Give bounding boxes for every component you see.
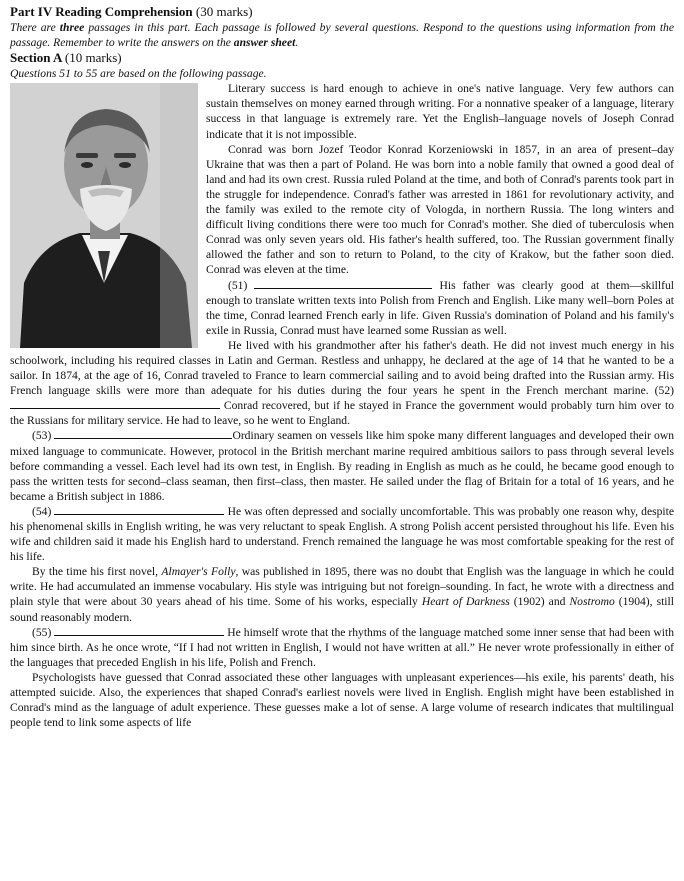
questions-note: Questions 51 to 55 are based on the following passage. — [10, 67, 267, 81]
part-title: Part IV Reading Comprehension — [10, 4, 193, 19]
paragraph-9: Psychologists have guessed that Conrad associated these other languages with unpleasant experiences—his exile, his parents' death, his attempted suicide. Also, the experiences that shaped Conrad's earliest novels were lived in English. English might have been established in Conrad's mind as the language of adult experience. These guesses make a lot of sense. A large volume of research indicates that multilingual people tend to link some aspects of life — [10, 670, 674, 730]
instructions — [10, 20, 674, 50]
paragraph-4 — [10, 338, 674, 429]
instructions-answer-sheet: answer sheet — [233, 36, 296, 50]
answer-blank-54 — [54, 504, 224, 515]
novel-title-nostromo: Nostromo — [569, 595, 615, 609]
answer-blank-53 — [54, 428, 232, 439]
answer-blank-52 — [10, 398, 220, 409]
portrait-photo-icon — [10, 83, 198, 348]
paragraph-1: Literary success is hard enough to achieve in one's native language. Very few authors can sustain themselves on money earned through writing. For a nonnative speaker of a language, literary success in that language is extremely rare. Yet the English–language novels of Joseph Conrad indicate that it is not impossible. — [206, 82, 674, 141]
answer-blank-55 — [54, 625, 224, 636]
answer-blank-51 — [254, 278, 432, 289]
question-51-label: (51) — [228, 278, 248, 292]
paragraph-8 — [10, 625, 674, 670]
paragraph-5-text: Ordinary seamen on vessels like him spoke many different languages and developed their own mixed language to communicate. However, protocol in the British merchant marine required ambitious sailors to pass through several levels before commanding a vessel. Each level had its own test, in English. By reading in English as much as he could, he became good enough to pass the written tests for second–class seaman, then first–class, then master. He sailed under the flag of Britain for a total of 16 years, and he became a British subject in 1886. — [10, 429, 674, 503]
paragraph-7-text-c: (1902) and — [509, 595, 570, 609]
instructions-post: . — [295, 36, 299, 50]
paragraph-6 — [10, 504, 674, 564]
paragraph-4-text-b: Conrad recovered, but if he stayed in France the government would probably turn him over to the Russians for military service. He had to leave, so he went to England. — [10, 399, 674, 428]
paragraph-7-text-b: , was published in 1895, there was no doubt that English was the language in which he could write. He had accumulated an immense vocabulary. His style was intriguing but not foreign–sounding. In fact, he wrote with a directness and plain style that were about 30 years ahead of his time. Some of his works, especially — [10, 565, 674, 609]
instructions-three: three — [59, 21, 85, 34]
novel-title-heart-of-darkness: Heart of Darkness — [421, 595, 510, 609]
question-53-label: (53) — [32, 429, 52, 443]
portrait-photo — [10, 83, 198, 348]
instructions-mid: passages in this part. Each passage is followed by several questions. Respond to the questions using information from the passage. Remember to write the answers on the — [10, 21, 674, 50]
section-marks: (10 marks) — [64, 50, 122, 66]
question-52-label: (52) — [654, 384, 674, 398]
paragraph-2: Conrad was born Jozef Teodor Konrad Korzeniowski in 1857, in an area of present–day Ukraine that was then a part of Poland. He was born into a noble family that owned a good deal of land and had its own crest. Russia ruled Poland at the time, and both of Conrad's parents took part in the struggle for independence. Conrad's father was arrested in 1861 for revolutionary activity, and the family was exiled to the remote city of Vologda, in northern Russia. The long winters and difficult living conditions there were too much for Conrad's mother. She died of tuberculosis when Conrad was only seven years old. His father's health suffered, too. The Russian government finally allowed the father and son to return to Poland, to the city of Krakow, but the father soon died. Conrad was eleven at the time. — [206, 142, 674, 277]
part-heading — [10, 4, 674, 20]
part-marks: (30 marks) — [195, 4, 253, 19]
paragraph-6-text: He was often depressed and socially uncomfortable. This was probably one reason why, despite his phenomenal skills in English writing, he was very reluctant to speak English. A strong Polish accent persisted throughout his life. Even his wife and children said it made his English hard to understand. French remained the language he was most comfortable speaking for the rest of his life. — [10, 504, 674, 564]
paragraph-7-text-d: (1904), still sound reasonably modern. — [10, 595, 674, 624]
paragraph-4-text-a: He lived with his grandmother after his father's death. He did not invest much energy in his schoolwork, including his required classes in Latin and German. Restless and unhappy, he declared at the age of 14 that he wanted to be a sailor. In 1874, at the age of 16, Conrad traveled to France to learn commercial sailing and to avoid being drafted into the Russian army. His French language skills were more than adequate for his duties during the four years he spent in the French merchant marine. — [10, 338, 674, 398]
section-title: Section A — [10, 50, 62, 66]
paragraph-8-text: He himself wrote that the rhythms of the language matched some inner sense that had been with him since birth. As he once wrote, “If I had not written in English, I would not have written at all.” He never wrote professionally in either of the languages that preceded English in his life, Polish and French. — [10, 625, 675, 669]
section-heading — [10, 50, 674, 66]
novel-title-almayers-folly: Almayer's Folly — [161, 565, 236, 579]
paragraph-5 — [10, 428, 674, 503]
question-54-label: (54) — [32, 504, 52, 518]
paragraph-7-text-a: By the time his first novel, — [32, 565, 162, 579]
paragraph-7 — [10, 564, 674, 624]
instructions-pre: There are — [10, 21, 60, 34]
question-55-label: (55) — [32, 625, 52, 639]
paragraph-3-text: His father was clearly good at them—skillful enough to translate written texts into Polish from French and English. Like many well–born Poles at the time, Conrad learned French early in life. Given Russia's domination of Poland and his family's exile in Russia, Conrad must have learned some Russian as well. — [206, 278, 674, 337]
